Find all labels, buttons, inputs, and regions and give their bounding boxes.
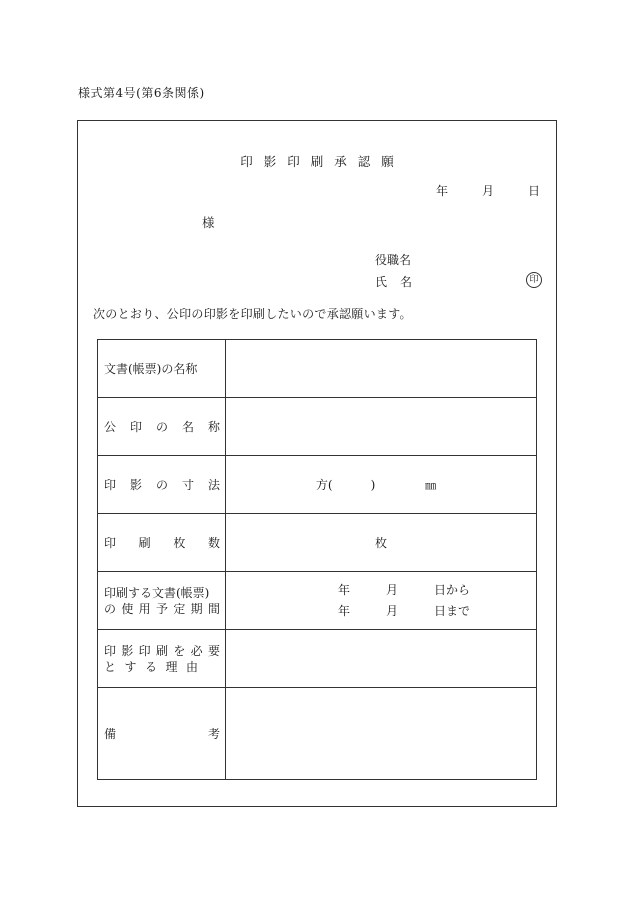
label-char: 間 <box>207 601 220 616</box>
size-unit: ㎜ <box>425 479 437 492</box>
row-label-seal-name <box>104 418 220 435</box>
form-number: 様式第4号(第6条関係) <box>78 86 205 100</box>
label-cell <box>98 514 226 572</box>
date-row <box>436 182 540 199</box>
size-value <box>316 476 375 493</box>
row-label-seal-size <box>104 476 220 493</box>
seal-mark-icon: 印 <box>526 272 542 288</box>
label-char: 印 <box>129 420 142 434</box>
label-char: 公 <box>104 420 117 434</box>
label-char: 寸 <box>181 478 194 492</box>
period-to-day: 日まで <box>434 603 471 618</box>
row-label-print-count <box>104 534 220 551</box>
label-char: 数 <box>207 536 220 550</box>
label-char: 理 <box>165 659 178 674</box>
size-prefix: 方( <box>315 478 333 492</box>
label-char: の <box>104 601 117 616</box>
label-cell <box>98 630 226 688</box>
label-char: 刷 <box>138 536 151 550</box>
label-cell <box>98 572 226 630</box>
table-row-print-count <box>98 514 537 572</box>
label-char: 必 <box>190 643 203 658</box>
value-cell-remarks[interactable] <box>226 688 537 780</box>
label-cell <box>98 340 226 398</box>
label-char: 考 <box>207 727 220 741</box>
label-char: 使 <box>121 601 134 616</box>
period-to-month: 月 <box>386 603 399 618</box>
value-cell-seal-name[interactable] <box>226 398 537 456</box>
label-char: を <box>173 643 186 658</box>
period-from-month: 月 <box>386 582 399 597</box>
period-to <box>226 601 536 622</box>
size-suffix: ) <box>370 478 376 492</box>
label-char: 枚 <box>173 536 186 550</box>
label-char: 称 <box>207 420 220 434</box>
label-char: 印 <box>104 478 117 492</box>
label-char: 印 <box>104 536 117 550</box>
row-label-reason-line2 <box>104 659 220 675</box>
row-label-usage-period-line2 <box>104 601 220 617</box>
value-cell-document-name[interactable] <box>226 340 537 398</box>
row-label-reason-line1 <box>104 643 220 659</box>
period-from-day: 日から <box>434 582 471 597</box>
label-char: と <box>104 659 117 674</box>
label-char: 印 <box>138 643 151 658</box>
table-row-seal-name <box>98 398 537 456</box>
label-char: 印 <box>104 643 117 658</box>
label-char: る <box>144 659 157 674</box>
label-char: 影 <box>121 643 134 658</box>
value-cell-seal-size[interactable] <box>226 456 537 514</box>
table-row-remarks <box>98 688 537 780</box>
intro-text: 次のとおり、公印の印影を印刷したいので承認願います。 <box>93 307 412 321</box>
period-from <box>226 580 536 601</box>
period-to-year: 年 <box>338 603 351 618</box>
label-char: 用 <box>138 601 151 616</box>
value-cell-reason[interactable] <box>226 630 537 688</box>
label-char: す <box>124 659 137 674</box>
label-char: 法 <box>207 478 220 492</box>
label-cell <box>98 398 226 456</box>
label-cell <box>98 456 226 514</box>
label-char: 定 <box>173 601 186 616</box>
applicant-position-label: 役職名 <box>375 253 412 267</box>
label-text: 印刷する文書(帳票) <box>104 585 210 600</box>
row-label-usage-period-line1 <box>104 585 220 601</box>
table-row-usage-period <box>98 572 537 630</box>
value-cell-print-count[interactable]: 枚 <box>226 514 537 572</box>
label-char: の <box>155 478 168 492</box>
label-char: の <box>155 420 168 434</box>
document-title: 印影印刷承認願 <box>240 154 405 169</box>
label-char: 備 <box>104 727 117 741</box>
row-label-remarks <box>104 725 220 742</box>
label-char: 刷 <box>155 643 168 658</box>
table-row-reason <box>98 630 537 688</box>
label-char: 要 <box>207 643 220 658</box>
period-from-year: 年 <box>338 582 351 597</box>
date-day-label: 日 <box>528 184 541 198</box>
addressee-suffix: 様 <box>202 215 215 230</box>
label-char: 名 <box>181 420 194 434</box>
row-label-document-name: 文書(帳票)の名称 <box>104 362 198 376</box>
date-year-label: 年 <box>436 184 449 198</box>
form-frame <box>77 120 557 807</box>
label-char: 由 <box>185 659 198 674</box>
date-month-label: 月 <box>482 184 495 198</box>
detail-table <box>97 339 537 780</box>
label-char: 影 <box>129 478 142 492</box>
table-row-seal-size <box>98 456 537 514</box>
label-char: 予 <box>155 601 168 616</box>
label-cell <box>98 688 226 780</box>
value-cell-usage-period[interactable] <box>226 572 537 630</box>
applicant-name-label: 氏名 <box>375 275 426 289</box>
table-row-document-name <box>98 340 537 398</box>
label-char: 期 <box>190 601 203 616</box>
